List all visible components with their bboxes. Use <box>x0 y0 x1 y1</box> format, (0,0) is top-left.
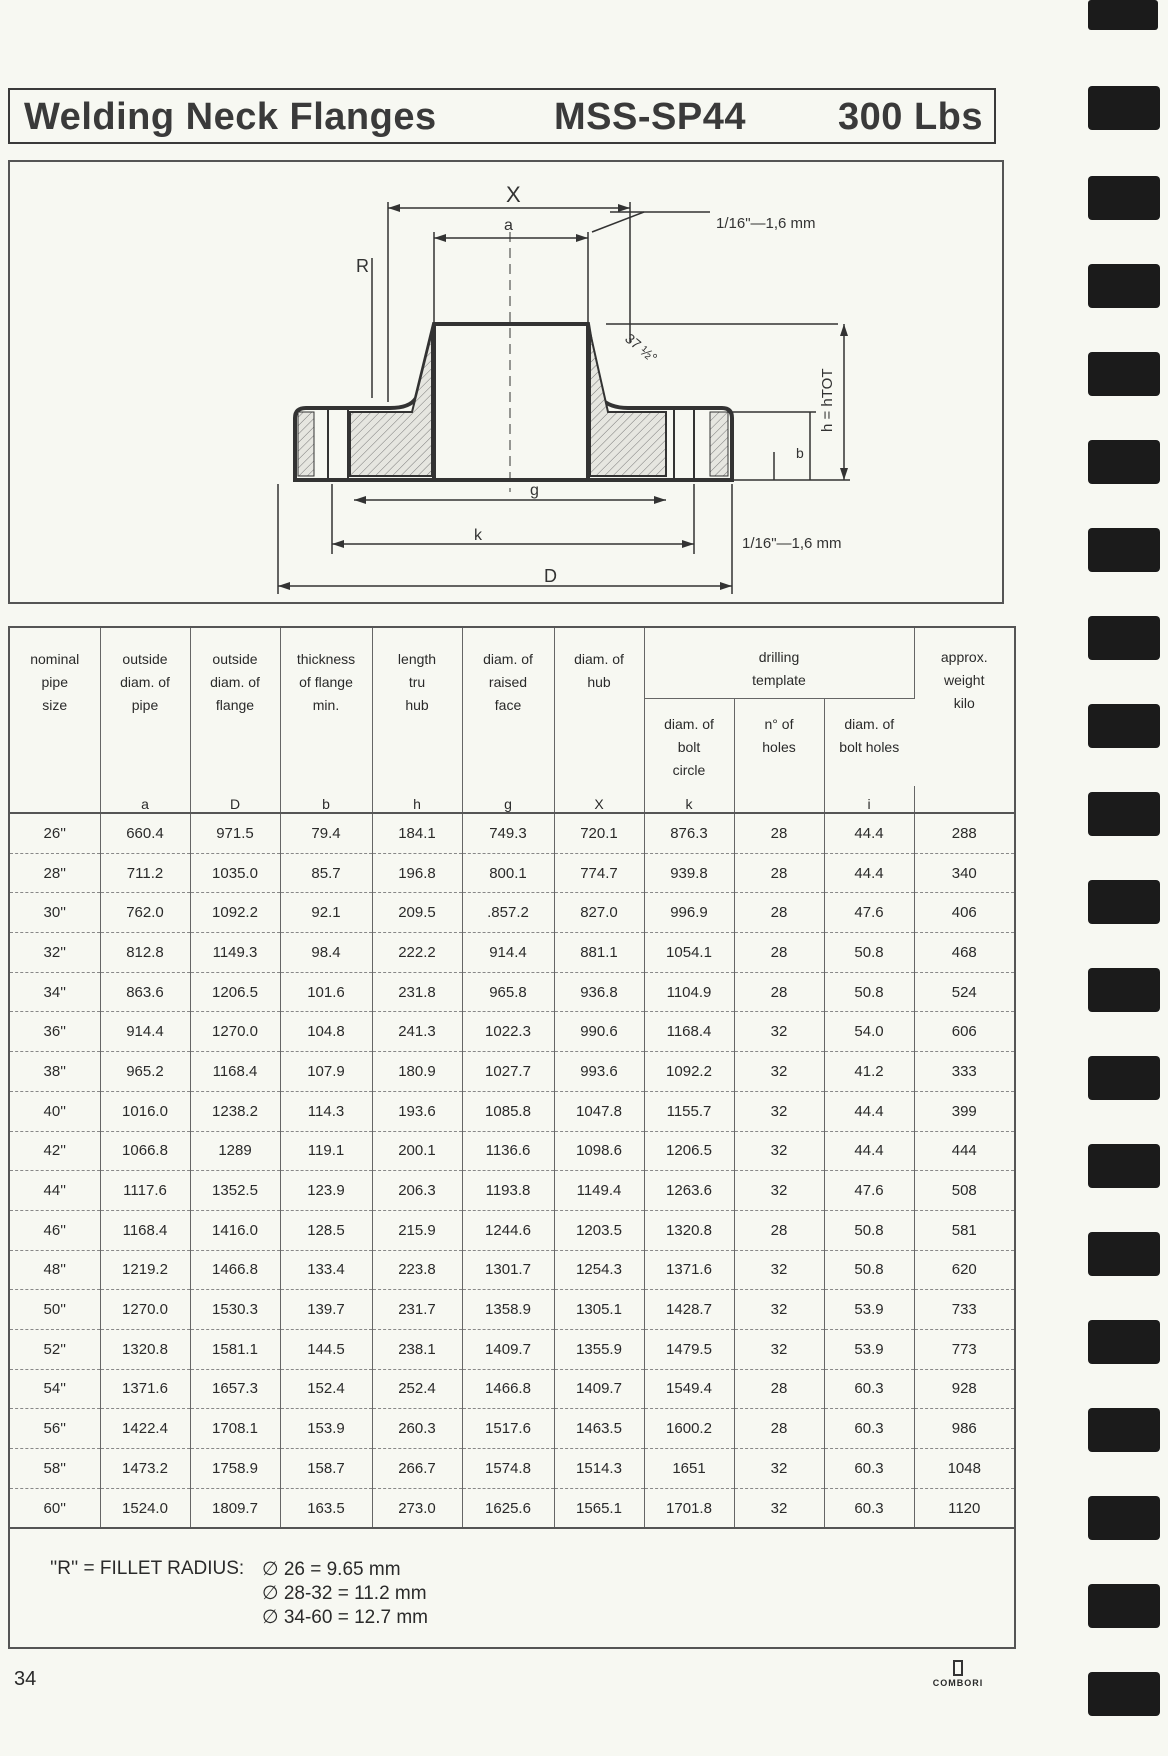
table-cell: 184.1 <box>372 813 462 853</box>
table-cell: 41.2 <box>824 1052 914 1092</box>
table-cell: 104.8 <box>280 1012 372 1052</box>
spiral-binding <box>1088 0 1168 1756</box>
title-bar <box>8 88 996 144</box>
table-cell: 32 <box>734 1329 824 1369</box>
table-cell: 1092.2 <box>644 1052 734 1092</box>
table-cell: 1466.8 <box>462 1369 554 1409</box>
table-cell: 1155.7 <box>644 1091 734 1131</box>
table-row <box>10 1369 1014 1409</box>
bevel-angle-label: 37 ½° <box>622 330 661 366</box>
col-header-drilling: drilling template <box>644 628 914 698</box>
table-row <box>10 1210 1014 1250</box>
table-cell: 1047.8 <box>554 1091 644 1131</box>
page-title: Welding Neck Flanges <box>24 96 437 138</box>
table-cell: 193.6 <box>372 1091 462 1131</box>
col-header-weight: approx. weight kilo <box>940 649 988 711</box>
table-cell: 812.8 <box>100 933 190 973</box>
table-cell: 1098.6 <box>554 1131 644 1171</box>
table-cell: 1574.8 <box>462 1449 554 1489</box>
page-number: 34 <box>14 1668 37 1690</box>
table-cell: 1219.2 <box>100 1250 190 1290</box>
table-cell: 1371.6 <box>100 1369 190 1409</box>
table-cell: 444 <box>914 1131 1014 1171</box>
table-cell: 32 <box>734 1488 824 1528</box>
table-cell: 508 <box>914 1171 1014 1211</box>
table-cell: 28 <box>734 813 824 853</box>
table-cell: 36'' <box>10 1012 100 1052</box>
table-cell: 32'' <box>10 933 100 973</box>
dim-a-label: a <box>504 217 513 234</box>
table-cell: 44.4 <box>824 853 914 893</box>
table-cell: 34'' <box>10 972 100 1012</box>
symbol-cell <box>734 786 824 813</box>
table-cell: 928 <box>914 1369 1014 1409</box>
table-cell: 990.6 <box>554 1012 644 1052</box>
table-cell: 1530.3 <box>190 1290 280 1330</box>
fillet-radius-note <box>10 1536 1014 1646</box>
table-cell: 44.4 <box>824 1091 914 1131</box>
symbol-cell: b <box>280 786 372 813</box>
table-row <box>10 1250 1014 1290</box>
table-cell: 1048 <box>914 1449 1014 1489</box>
table-cell: 53.9 <box>824 1329 914 1369</box>
table-cell: 1358.9 <box>462 1290 554 1330</box>
table-cell: 231.7 <box>372 1290 462 1330</box>
table-cell: 406 <box>914 893 1014 933</box>
table-cell: 1466.8 <box>190 1250 280 1290</box>
table-row <box>10 1329 1014 1369</box>
table-row <box>10 1012 1014 1052</box>
table-row <box>10 1131 1014 1171</box>
table-cell: 1651 <box>644 1449 734 1489</box>
table-row <box>10 893 1014 933</box>
table-cell: 180.9 <box>372 1052 462 1092</box>
table-cell: 971.5 <box>190 813 280 853</box>
table-cell: 266.7 <box>372 1449 462 1489</box>
table-cell: 200.1 <box>372 1131 462 1171</box>
table-cell: 881.1 <box>554 933 644 973</box>
dimensions-table <box>10 628 1014 1529</box>
table-cell: 340 <box>914 853 1014 893</box>
table-cell: 114.3 <box>280 1091 372 1131</box>
table-cell: 46'' <box>10 1210 100 1250</box>
table-cell: 60.3 <box>824 1409 914 1449</box>
table-cell: 660.4 <box>100 813 190 853</box>
table-row <box>10 972 1014 1012</box>
table-cell: 50.8 <box>824 1210 914 1250</box>
table-cell: 28 <box>734 1369 824 1409</box>
table-cell: 773 <box>914 1329 1014 1369</box>
table-cell: 468 <box>914 933 1014 973</box>
table-cell: 1305.1 <box>554 1290 644 1330</box>
col-header-hub: diam. of hub <box>554 628 644 786</box>
symbol-cell: i <box>824 786 914 813</box>
table-cell: 1254.3 <box>554 1250 644 1290</box>
table-cell: 762.0 <box>100 893 190 933</box>
dimensions-table-frame <box>8 626 1016 1649</box>
dim-x-label: X <box>506 182 521 207</box>
table-cell: 32 <box>734 1290 824 1330</box>
table-cell: 48'' <box>10 1250 100 1290</box>
table-cell: 1149.3 <box>190 933 280 973</box>
symbol-cell: k <box>644 786 734 813</box>
fillet-line: ∅ 28-32 = 11.2 mm <box>262 1583 427 1604</box>
table-cell: 241.3 <box>372 1012 462 1052</box>
table-cell: 28 <box>734 972 824 1012</box>
table-cell: 876.3 <box>644 813 734 853</box>
table-cell: 774.7 <box>554 853 644 893</box>
col-header-bolt-circle: diam. of bolt circle <box>644 698 734 786</box>
table-cell: 1549.4 <box>644 1369 734 1409</box>
table-cell: 914.4 <box>100 1012 190 1052</box>
symbol-cell: h <box>372 786 462 813</box>
symbol-cell: a <box>100 786 190 813</box>
table-row <box>10 1488 1014 1528</box>
dim-k-label: k <box>474 527 482 544</box>
dim-h-label: h = hTOT <box>819 368 836 432</box>
table-cell: 30'' <box>10 893 100 933</box>
table-cell: 26'' <box>10 813 100 853</box>
table-cell: 260.3 <box>372 1409 462 1449</box>
table-cell: 986 <box>914 1409 1014 1449</box>
table-cell: 399 <box>914 1091 1014 1131</box>
symbol-cell <box>914 786 1014 813</box>
table-cell: 123.9 <box>280 1171 372 1211</box>
table-cell: 1355.9 <box>554 1329 644 1369</box>
table-cell: 800.1 <box>462 853 554 893</box>
table-cell: 54.0 <box>824 1012 914 1052</box>
table-cell: 1371.6 <box>644 1250 734 1290</box>
table-cell: 56'' <box>10 1409 100 1449</box>
pressure-rating: 300 Lbs <box>838 96 984 138</box>
table-cell: 206.3 <box>372 1171 462 1211</box>
table-row <box>10 1409 1014 1449</box>
table-cell: 936.8 <box>554 972 644 1012</box>
brand-logo <box>922 1660 994 1690</box>
raised-face-note: 1/16"—1,6 mm <box>742 535 842 552</box>
brand-mark <box>953 1660 963 1676</box>
table-cell: 32 <box>734 1052 824 1092</box>
table-cell: 60.3 <box>824 1449 914 1489</box>
table-cell: 711.2 <box>100 853 190 893</box>
table-cell: 1270.0 <box>190 1012 280 1052</box>
table-cell: 1092.2 <box>190 893 280 933</box>
table-cell: 1085.8 <box>462 1091 554 1131</box>
table-cell: 38'' <box>10 1052 100 1092</box>
table-cell: 28 <box>734 933 824 973</box>
table-cell: 209.5 <box>372 893 462 933</box>
table-cell: 196.8 <box>372 853 462 893</box>
table-cell: 53.9 <box>824 1290 914 1330</box>
table-cell: 1409.7 <box>554 1369 644 1409</box>
table-cell: 1206.5 <box>644 1131 734 1171</box>
table-cell: 333 <box>914 1052 1014 1092</box>
table-cell: 32 <box>734 1131 824 1171</box>
table-cell: 1581.1 <box>190 1329 280 1369</box>
table-cell: 1352.5 <box>190 1171 280 1211</box>
table-cell: 720.1 <box>554 813 644 853</box>
table-cell: 1206.5 <box>190 972 280 1012</box>
col-header-bolt-holes: diam. of bolt holes <box>839 715 900 755</box>
col-header-thickness: thickness of flange min. <box>280 628 372 786</box>
table-cell: 733 <box>914 1290 1014 1330</box>
table-cell: 1027.7 <box>462 1052 554 1092</box>
chamfer-note: 1/16"—1,6 mm <box>716 215 816 232</box>
table-cell: 44.4 <box>824 813 914 853</box>
table-cell: 163.5 <box>280 1488 372 1528</box>
table-cell: 28 <box>734 853 824 893</box>
table-cell: 1320.8 <box>644 1210 734 1250</box>
symbol-cell <box>10 786 100 813</box>
table-cell: 60'' <box>10 1488 100 1528</box>
table-cell: 1168.4 <box>100 1210 190 1250</box>
table-cell: 40'' <box>10 1091 100 1131</box>
table-cell: 52'' <box>10 1329 100 1369</box>
table-cell: 79.4 <box>280 813 372 853</box>
table-cell: 119.1 <box>280 1131 372 1171</box>
table-row <box>10 813 1014 853</box>
dim-b-label: b <box>796 445 804 461</box>
table-cell: 1514.3 <box>554 1449 644 1489</box>
table-cell: 1565.1 <box>554 1488 644 1528</box>
table-cell: 1428.7 <box>644 1290 734 1330</box>
table-cell: 620 <box>914 1250 1014 1290</box>
table-cell: 252.4 <box>372 1369 462 1409</box>
table-cell: 152.4 <box>280 1369 372 1409</box>
table-cell: 32 <box>734 1171 824 1211</box>
table-cell: 158.7 <box>280 1449 372 1489</box>
table-row <box>10 933 1014 973</box>
table-cell: 42'' <box>10 1131 100 1171</box>
table-cell: 1473.2 <box>100 1449 190 1489</box>
table-cell: 1409.7 <box>462 1329 554 1369</box>
table-cell: 47.6 <box>824 893 914 933</box>
table-cell: 1422.4 <box>100 1409 190 1449</box>
table-cell: 863.6 <box>100 972 190 1012</box>
table-cell: 749.3 <box>462 813 554 853</box>
table-cell: 1193.8 <box>462 1171 554 1211</box>
table-cell: 1149.4 <box>554 1171 644 1211</box>
table-cell: 1701.8 <box>644 1488 734 1528</box>
table-cell: 54'' <box>10 1369 100 1409</box>
table-cell: 1022.3 <box>462 1012 554 1052</box>
table-cell: 1203.5 <box>554 1210 644 1250</box>
table-cell: 914.4 <box>462 933 554 973</box>
table-cell: 939.8 <box>644 853 734 893</box>
dim-d-label: D <box>544 566 557 586</box>
dim-r-label: R <box>356 256 369 276</box>
table-cell: 524 <box>914 972 1014 1012</box>
symbol-cell: D <box>190 786 280 813</box>
table-cell: 85.7 <box>280 853 372 893</box>
table-cell: .857.2 <box>462 893 554 933</box>
col-header-length: length tru hub <box>372 628 462 786</box>
col-header-holes: n° of holes <box>734 698 824 786</box>
table-cell: 1289 <box>190 1131 280 1171</box>
table-cell: 1809.7 <box>190 1488 280 1528</box>
table-cell: 32 <box>734 1250 824 1290</box>
table-cell: 581 <box>914 1210 1014 1250</box>
table-cell: 965.2 <box>100 1052 190 1092</box>
table-cell: 153.9 <box>280 1409 372 1449</box>
symbol-cell: X <box>554 786 644 813</box>
table-cell: 1016.0 <box>100 1091 190 1131</box>
table-cell: 1035.0 <box>190 853 280 893</box>
table-cell: 996.9 <box>644 893 734 933</box>
table-cell: 1657.3 <box>190 1369 280 1409</box>
table-cell: 128.5 <box>280 1210 372 1250</box>
col-header-size: nominal pipe size <box>10 628 100 786</box>
table-cell: 32 <box>734 1012 824 1052</box>
table-cell: 1238.2 <box>190 1091 280 1131</box>
table-cell: 1416.0 <box>190 1210 280 1250</box>
table-cell: 965.8 <box>462 972 554 1012</box>
table-cell: 827.0 <box>554 893 644 933</box>
symbol-cell: g <box>462 786 554 813</box>
table-cell: 1120 <box>914 1488 1014 1528</box>
table-cell: 223.8 <box>372 1250 462 1290</box>
table-cell: 606 <box>914 1012 1014 1052</box>
col-header-raised-face: diam. of raised face <box>462 628 554 786</box>
table-cell: 44.4 <box>824 1131 914 1171</box>
table-cell: 28'' <box>10 853 100 893</box>
table-cell: 107.9 <box>280 1052 372 1092</box>
table-cell: 1136.6 <box>462 1131 554 1171</box>
table-cell: 1625.6 <box>462 1488 554 1528</box>
table-cell: 28 <box>734 1210 824 1250</box>
table-cell: 1479.5 <box>644 1329 734 1369</box>
table-cell: 1301.7 <box>462 1250 554 1290</box>
table-cell: 50.8 <box>824 972 914 1012</box>
fillet-label: ''R'' = FILLET RADIUS: <box>50 1558 245 1579</box>
table-row <box>10 1449 1014 1489</box>
fillet-line: ∅ 34-60 = 12.7 mm <box>262 1607 428 1628</box>
table-cell: 32 <box>734 1091 824 1131</box>
table-cell: 1270.0 <box>100 1290 190 1330</box>
standard-label: MSS-SP44 <box>554 96 746 138</box>
table-cell: 1054.1 <box>644 933 734 973</box>
table-cell: 32 <box>734 1449 824 1489</box>
table-cell: 1263.6 <box>644 1171 734 1211</box>
table-row <box>10 1052 1014 1092</box>
table-cell: 58'' <box>10 1449 100 1489</box>
table-cell: 1517.6 <box>462 1409 554 1449</box>
table-cell: 215.9 <box>372 1210 462 1250</box>
table-cell: 1524.0 <box>100 1488 190 1528</box>
table-cell: 1708.1 <box>190 1409 280 1449</box>
table-cell: 28 <box>734 1409 824 1449</box>
table-cell: 1244.6 <box>462 1210 554 1250</box>
table-cell: 47.6 <box>824 1171 914 1211</box>
table-row <box>10 853 1014 893</box>
table-cell: 993.6 <box>554 1052 644 1092</box>
col-header-od-pipe: outside diam. of pipe <box>100 628 190 786</box>
table-cell: 101.6 <box>280 972 372 1012</box>
table-cell: 98.4 <box>280 933 372 973</box>
table-cell: 1463.5 <box>554 1409 644 1449</box>
table-cell: 60.3 <box>824 1369 914 1409</box>
flange-diagram <box>8 160 1004 604</box>
table-cell: 60.3 <box>824 1488 914 1528</box>
table-cell: 231.8 <box>372 972 462 1012</box>
table-cell: 1117.6 <box>100 1171 190 1211</box>
table-row <box>10 1290 1014 1330</box>
table-cell: 1168.4 <box>644 1012 734 1052</box>
fillet-line: ∅ 26 = 9.65 mm <box>262 1559 401 1580</box>
table-cell: 1104.9 <box>644 972 734 1012</box>
table-cell: 144.5 <box>280 1329 372 1369</box>
table-cell: 1600.2 <box>644 1409 734 1449</box>
table-cell: 50.8 <box>824 1250 914 1290</box>
table-cell: 139.7 <box>280 1290 372 1330</box>
table-cell: 92.1 <box>280 893 372 933</box>
table-cell: 238.1 <box>372 1329 462 1369</box>
col-header-od-flange: outside diam. of flange <box>190 628 280 786</box>
table-cell: 273.0 <box>372 1488 462 1528</box>
table-cell: 50'' <box>10 1290 100 1330</box>
table-cell: 1168.4 <box>190 1052 280 1092</box>
table-cell: 133.4 <box>280 1250 372 1290</box>
table-cell: 1758.9 <box>190 1449 280 1489</box>
table-row <box>10 1091 1014 1131</box>
table-cell: 44'' <box>10 1171 100 1211</box>
table-cell: 50.8 <box>824 933 914 973</box>
table-cell: 222.2 <box>372 933 462 973</box>
table-cell: 1066.8 <box>100 1131 190 1171</box>
table-row <box>10 1171 1014 1211</box>
dim-g-label: g <box>530 482 539 499</box>
table-cell: 288 <box>914 813 1014 853</box>
table-cell: 28 <box>734 893 824 933</box>
table-cell: 1320.8 <box>100 1329 190 1369</box>
brand-name: COMBORI <box>932 1678 984 1688</box>
